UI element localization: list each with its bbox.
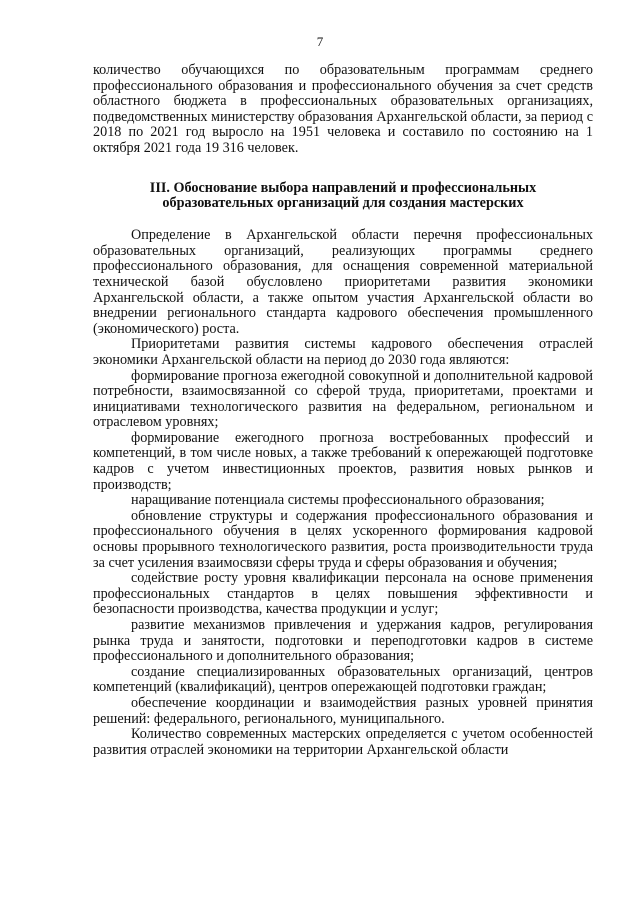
list-item: обеспечение координации и взаимодействия разных уровней принятия решений: федерального, регионального, муниципального. xyxy=(93,694,593,727)
paragraph: Приоритетами развития системы кадрового обеспечения отраслей экономики Архангельской области на период до 2030 года являются: xyxy=(93,336,593,368)
list-item: обновление структуры и содержания профессионального образования и профессионального обучения в целях ускоренного формирования кадровой основы прорывного технологического развития, роста производительности труда за счет усиления взаимосвязи сферы труда и сферы образования и обучения; xyxy=(93,507,593,571)
paragraph-continuation: количество обучающихся по образовательным программам среднего профессионального образования и профессионального обучения за счет средств областного бюджета в профессиональных образовательных организациях, подведомственных министерству образования Архангельской области, за период с 2018 по 2021 год выросло на 1951 человека и составило по состоянию на 1 октября 2021 года 19 316 человек. xyxy=(93,62,593,156)
section-heading xyxy=(93,181,593,213)
list-item: формирование ежегодного прогноза востребованных профессий и компетенций, в том числе новых, а также требований к опережающей подготовке кадров с учетом инвестиционных проектов, развития новых рынков и производств; xyxy=(93,429,593,493)
document-body xyxy=(93,63,593,758)
section-heading-line-2: образовательных организаций для создания мастерских xyxy=(162,195,524,212)
list-item: развитие механизмов привлечения и удержания кадров, регулирования рынка труда и занятости, подготовки и переподготовки кадров в системе профессионального и дополнительного образования; xyxy=(93,617,593,665)
list-item: содействие росту уровня квалификации персонала на основе применения профессиональных стандартов в целях повышения эффективности и безопасности производства, качества продукции и услуг; xyxy=(93,570,593,618)
section-heading-line-1: III. Обоснование выбора направлений и профессиональных xyxy=(149,179,537,196)
paragraph: Количество современных мастерских определяется с учетом особенностей развития отраслей экономики на территории Архангельской области xyxy=(93,726,593,758)
list-item: создание специализированных образовательных организаций, центров компетенций (квалификаций), центров опережающей подготовки граждан; xyxy=(93,663,593,696)
list-item: наращивание потенциала системы профессионального образования; xyxy=(131,492,545,509)
page-number: 7 xyxy=(316,34,324,49)
list-item: формирование прогноза ежегодной совокупной и дополнительной кадровой потребности, взаимосвязанной со сферой труда, приоритетами, проектами и инициативами технологического развития на федеральном, региональном и отраслевом уровнях; xyxy=(93,367,593,431)
paragraph: Определение в Архангельской области перечня профессиональных образовательных организаций, реализующих программы среднего профессионального образования, для оснащения современной материальной технической базой обусловлено приоритетами развития экономики Архангельской области, а также опытом участия Архангельской области во внедрении регионального стандарта кадрового обеспечения промышленного (экономического) роста. xyxy=(93,227,593,337)
